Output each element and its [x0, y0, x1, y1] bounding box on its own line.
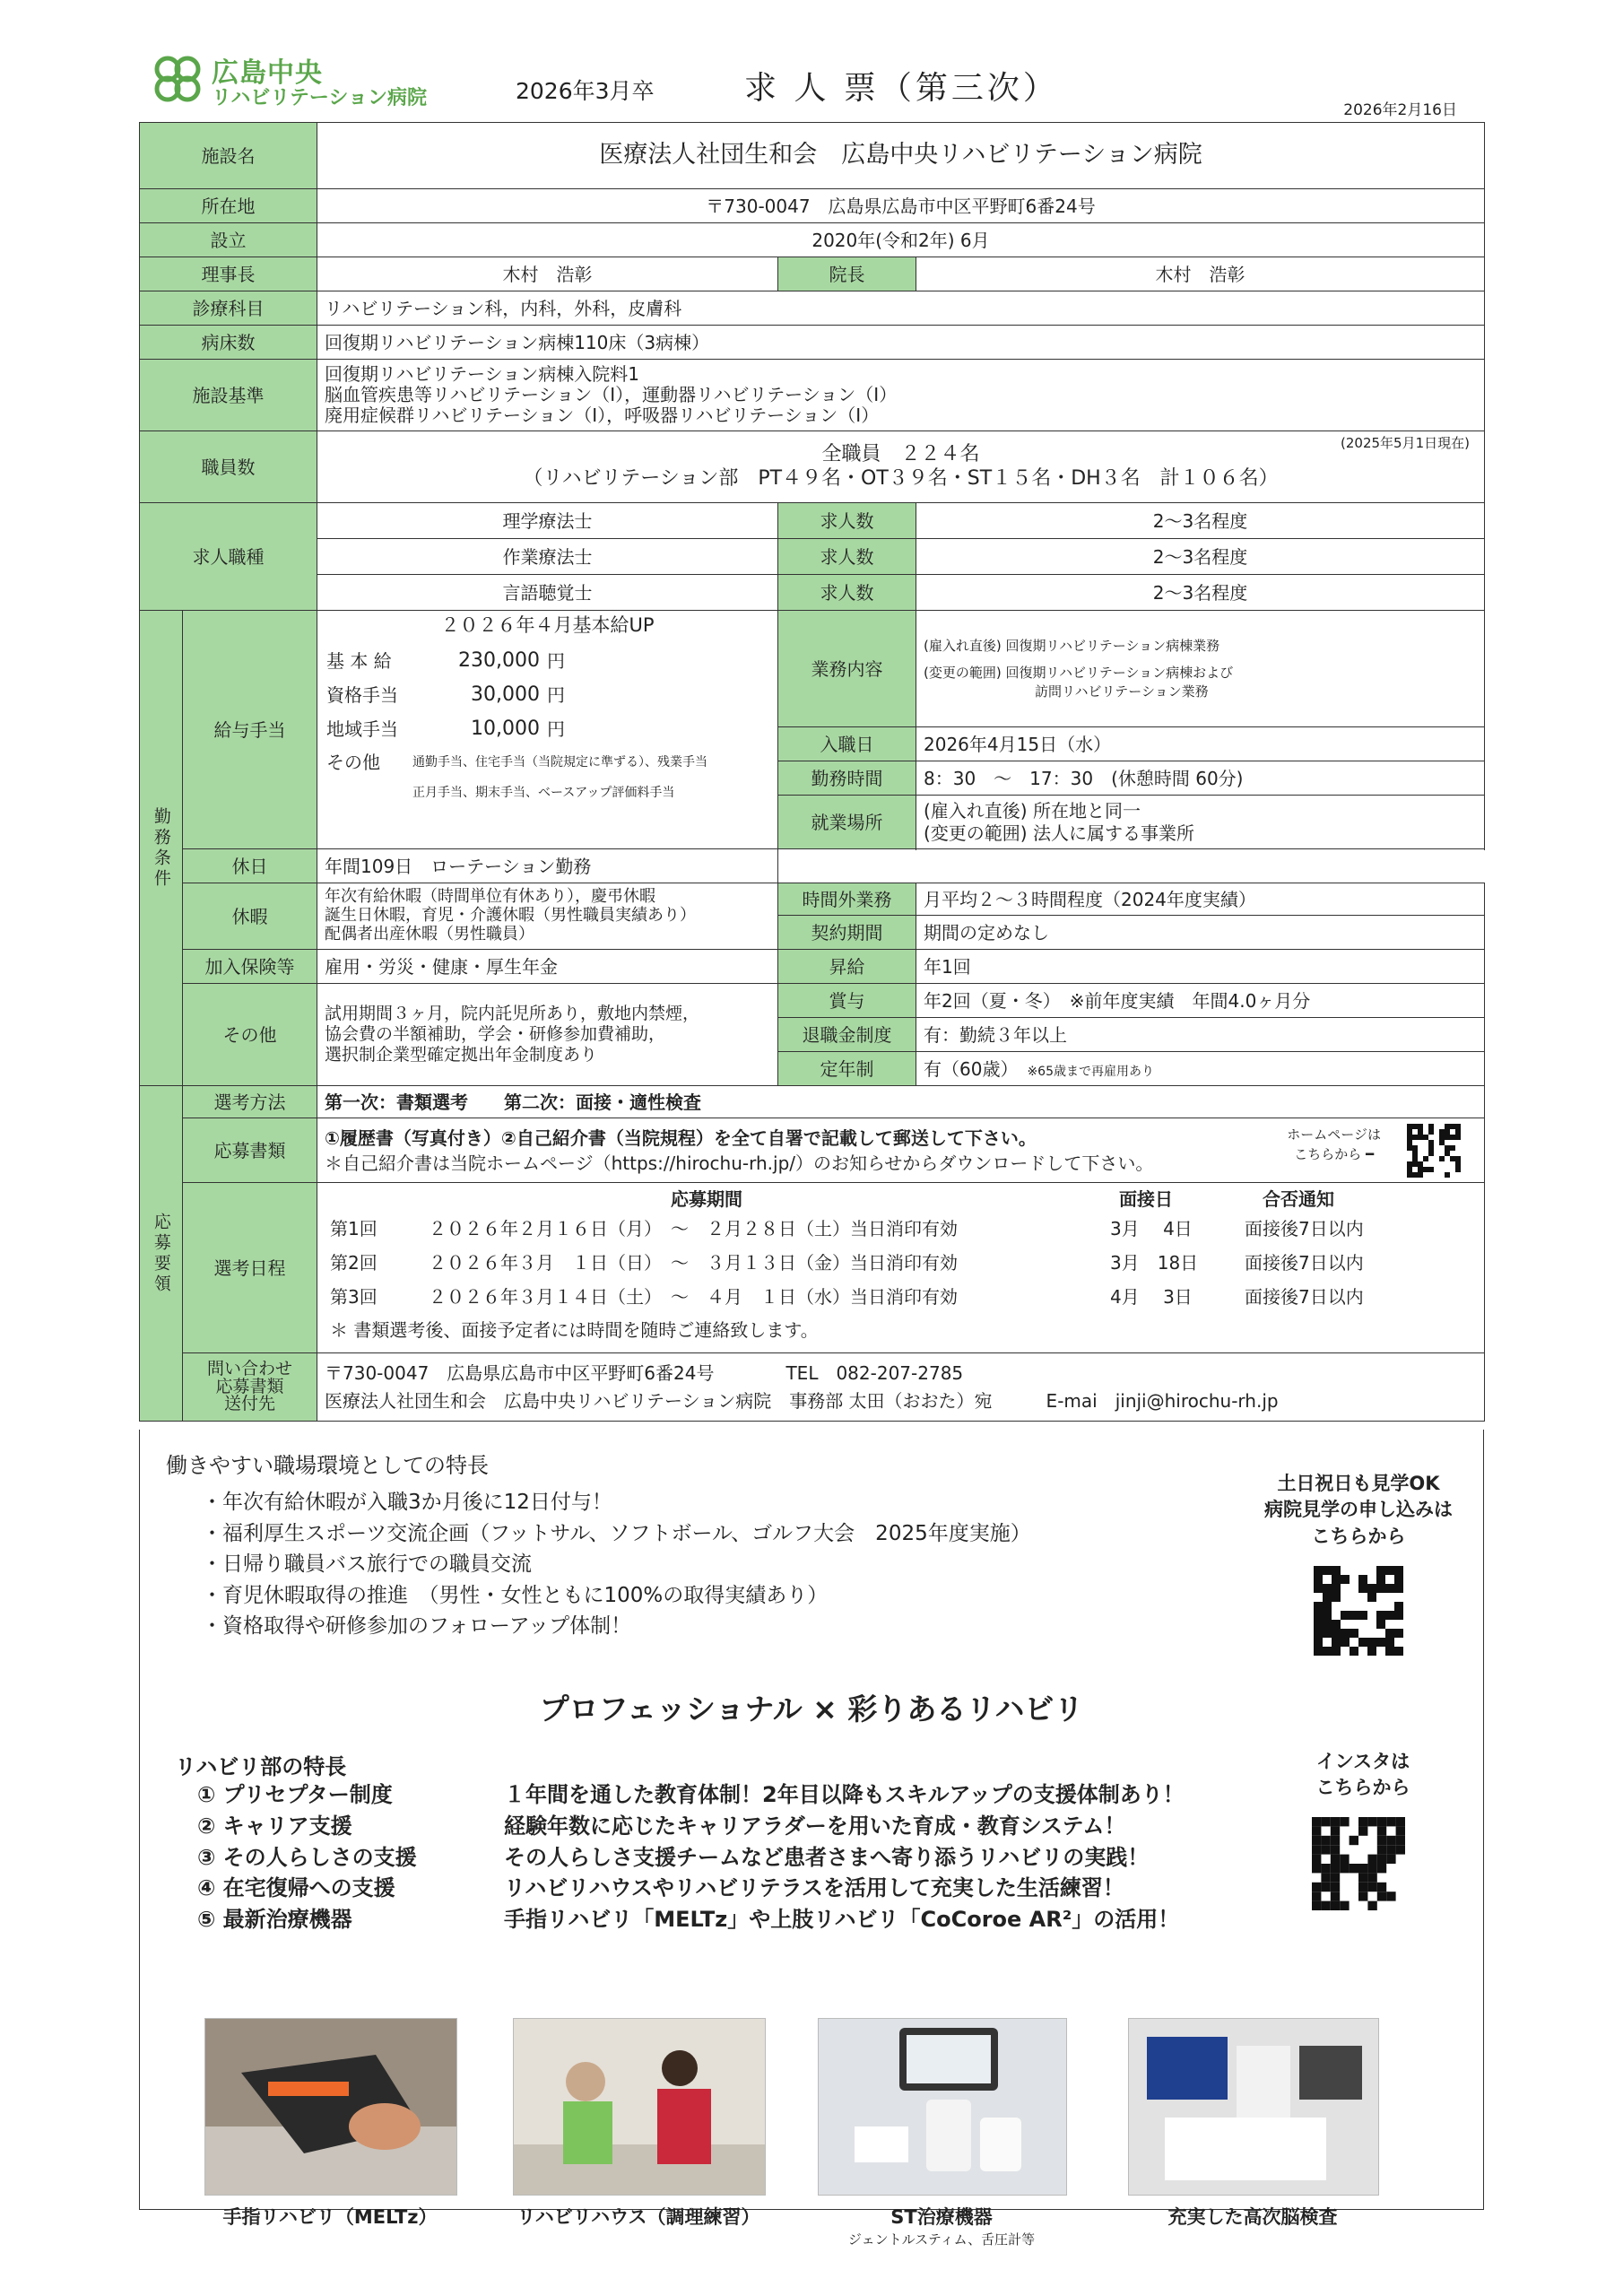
- round-interview: 3月 4日: [1110, 1218, 1193, 1239]
- round-name: 第3回: [330, 1286, 378, 1308]
- address: 〒730-0047 広島県広島市中区平野町6番24号: [317, 189, 1485, 223]
- salary-unit: 円: [547, 650, 565, 673]
- director-name: 木村 浩彰: [916, 257, 1485, 291]
- round-result: 面接後7日以内: [1245, 1286, 1364, 1308]
- documents-label: 応募書類: [183, 1118, 317, 1183]
- salary-item-name: 資格手当: [326, 684, 398, 707]
- retirement-pay-label: 退職金制度: [778, 1018, 916, 1052]
- contact-label: 送付先: [223, 1394, 275, 1414]
- selection-method: 第一次：書類選考 第二次：面接・適性検査: [317, 1086, 1485, 1118]
- staff-label: 職員数: [140, 431, 317, 503]
- leave-label: 休暇: [183, 883, 317, 950]
- interview-header: 面接日: [1119, 1188, 1173, 1210]
- photo-caption: リハビリハウス（調理練習）: [516, 2206, 760, 2228]
- job-count-label: 求人数: [778, 539, 916, 575]
- job-name: 言語聴覚士: [317, 575, 778, 611]
- other-item: 選択制企業型確定拠出年金制度あり: [325, 1044, 598, 1065]
- round-period: ２０２６年３月 １日（日） 〜 ３月１３日（金）当日消印有効: [429, 1252, 958, 1274]
- photo-caption: 手指リハビリ（MELTz）: [222, 2206, 438, 2228]
- features-list: [202, 1487, 1031, 1642]
- other-item: 協会費の半額補助，学会・研修参加費補助，: [325, 1024, 666, 1045]
- rehab-feature-name: ④ 在宅復帰への支援: [197, 1875, 395, 1901]
- meltz-photo: [204, 2018, 457, 2196]
- chair-name: 木村 浩彰: [317, 257, 778, 291]
- result-header: 合否通知: [1263, 1188, 1334, 1210]
- rehab-feature-desc: 手指リハビリ「MELTz」や上肢リハビリ「CoCoroe AR²」の活用！: [504, 1907, 1180, 1933]
- raise-label: 昇給: [778, 950, 916, 984]
- job-count: 2〜3名程度: [916, 575, 1485, 611]
- bonus-label: 賞与: [778, 984, 916, 1018]
- work-section-label: 勤務条件: [151, 806, 171, 890]
- holiday-label: 休日: [183, 849, 317, 883]
- feature-item: ・育児休暇取得の推進 （男性・女性ともに100%の取得実績あり）: [202, 1583, 829, 1607]
- job-posting-table: [139, 122, 1485, 1422]
- feature-item: ・年次有給休暇が入職3か月後に12日付与！: [202, 1491, 612, 1514]
- insta-note: こちらから: [1315, 1777, 1410, 1799]
- feature-item: ・福利厚生スポーツ交流企画（フットサル、ソフトボール、ゴルフ大会 2025年度実施）: [202, 1521, 1031, 1545]
- publish-date: 2026年2月16日: [1343, 101, 1457, 119]
- rehab-feature-desc: １年間を通した教育体制！2年目以降もスキルアップの支援体制あり！: [504, 1782, 1185, 1807]
- round-period: ２０２６年３月１４日（土） 〜 ４月 １日（水）当日消印有効: [429, 1286, 958, 1308]
- logo-text-line1: 広島中央: [212, 57, 323, 89]
- round-result: 面接後7日以内: [1245, 1218, 1364, 1239]
- round-name: 第1回: [330, 1218, 378, 1239]
- beds: 回復期リハビリテーション病棟110床（3病棟）: [317, 326, 1485, 360]
- founded: 2020年(令和2年) 6月: [317, 223, 1485, 257]
- leave-item: 配偶者出産休暇（男性職員）: [325, 924, 534, 944]
- departments: リハビリテーション科，内科，外科，皮膚科: [317, 291, 1485, 326]
- jobs-label: 求人職種: [140, 503, 317, 611]
- beds-label: 病床数: [140, 326, 317, 360]
- salary-title: ２０２６年４月基本給UP: [440, 614, 655, 636]
- overtime-label: 時間外業務: [778, 883, 916, 916]
- visit-qr-icon[interactable]: [1309, 1566, 1408, 1656]
- other-allowance-1: 通勤手当、住宅手当（当院規定に準ずる）、残業手当: [412, 754, 707, 770]
- rehab-feature-desc: 経験年数に応じたキャリアラダーを用いた育成・教育システム！: [504, 1813, 1126, 1839]
- logo-icon: [152, 54, 203, 104]
- homepage-qr-icon[interactable]: [1400, 1124, 1468, 1178]
- rehab-title: リハビリ部の特長: [175, 1754, 347, 1779]
- visit-note: 病院見学の申し込みは: [1264, 1499, 1453, 1521]
- documents-note: ＊自己紹介書は当院ホームページ（https://hirochu-rh.jp/）のお知らせからダウンロードして下さい。: [325, 1152, 1154, 1174]
- duties-label: 業務内容: [778, 611, 916, 727]
- other-allowance-label: その他: [326, 752, 380, 774]
- salary-amount: 30,000: [471, 683, 540, 706]
- instagram-qr-icon[interactable]: [1309, 1817, 1408, 1910]
- salary-amount: 230,000: [458, 648, 540, 672]
- facility-name: 医療法人社団生和会 広島中央リハビリテーション病院: [317, 123, 1485, 189]
- retirement-age-label: 定年制: [778, 1052, 916, 1086]
- visit-note: 土日祝日も見学OK: [1277, 1473, 1440, 1494]
- job-count: 2〜3名程度: [916, 503, 1485, 539]
- other-allowance-2: 正月手当、期末手当、ベースアップ評価料手当: [412, 786, 675, 801]
- contact-label: 問い合わせ: [206, 1358, 292, 1378]
- work-hours: 8：30 〜 17：30 (休憩時間 60分): [916, 761, 1485, 796]
- salary-amount: 10,000: [471, 717, 540, 740]
- leave-item: 年次有給休暇（時間単位有休あり），慶弔休暇: [325, 887, 655, 907]
- duties-line: (変更の範囲) 回復期リハビリテーション病棟および: [924, 665, 1234, 682]
- slogan: プロフェッショナル × 彩りあるリハビリ: [539, 1692, 1084, 1726]
- holidays: 年間109日 ローテーション勤務: [317, 849, 778, 883]
- salary-label: 給与手当: [183, 611, 317, 849]
- director-label: 院長: [778, 257, 916, 291]
- workplace-line: (変更の範囲) 法人に属する事業所: [924, 822, 1194, 844]
- apply-section-label: 応募要領: [151, 1212, 171, 1295]
- schedule-label: 選考日程: [183, 1183, 317, 1353]
- photo-caption: 充実した高次脳検査: [1167, 2206, 1338, 2228]
- cognitive-test-photo: [1128, 2018, 1379, 2196]
- round-row: [330, 1280, 1471, 1314]
- duties-line: (雇入れ直後) 回復期リハビリテーション病棟業務: [924, 638, 1220, 655]
- rehab-feature-descs: [504, 1779, 1185, 1935]
- homepage-note: ホームページは: [1287, 1126, 1381, 1143]
- method-label: 選考方法: [183, 1086, 317, 1118]
- rehab-feature-name: ③ その人らしさの支援: [197, 1844, 417, 1870]
- rehab-feature-name: ⑤ 最新治療機器: [197, 1907, 352, 1933]
- other-item: 試用期間３ヶ月，院内託児所あり，敷地内禁煙，: [325, 1004, 700, 1024]
- chair-label: 理事長: [140, 257, 317, 291]
- graduation-year: 2026年3月卒: [516, 78, 655, 104]
- round-result: 面接後7日以内: [1245, 1252, 1364, 1274]
- insta-note: インスタは: [1315, 1751, 1410, 1772]
- round-row: [330, 1212, 1471, 1246]
- other-label: その他: [183, 984, 317, 1086]
- hours-label: 勤務時間: [778, 761, 916, 796]
- st-device-photo: [818, 2018, 1067, 2196]
- rehab-feature-name: ① プリセプター制度: [197, 1782, 393, 1807]
- address-label: 所在地: [140, 189, 317, 223]
- page-title: 求 人 票（第三次）: [744, 70, 1059, 107]
- retirement-pay: 有：勤続３年以上: [916, 1018, 1485, 1052]
- contact-address: 〒730-0047 広島県広島市中区平野町6番24号 TEL 082-207-2785: [325, 1361, 964, 1384]
- duties-line: 訪問リハビリテーション業務: [1035, 683, 1209, 700]
- standard-item: 廃用症候群リハビリテーション（Ⅰ），呼吸器リハビリテーション（Ⅰ）: [325, 404, 880, 426]
- staff-date-note: (2025年5月1日現在): [1341, 435, 1470, 451]
- facility-name-label: 施設名: [140, 123, 317, 189]
- standard-item: 脳血管疾患等リハビリテーション（Ⅰ），運動器リハビリテーション（Ⅰ）: [325, 384, 898, 405]
- contact-recipient: 医療法人社団生和会 広島中央リハビリテーション病院 事務部 太田（おおた）宛 E-mai jinji@hirochu-rh.jp: [325, 1389, 1279, 1412]
- contract: 期間の定めなし: [916, 916, 1485, 950]
- rehab-feature-name: ② キャリア支援: [197, 1813, 352, 1839]
- staff-total: 全職員 ２２４名: [821, 443, 980, 466]
- salary-item-name: 地域手当: [326, 718, 398, 741]
- start-date: 2026年4月15日（水）: [916, 727, 1485, 761]
- standard-item: 回復期リハビリテーション病棟入院料1: [325, 363, 639, 385]
- standards-label: 施設基準: [140, 360, 317, 431]
- period-header: 応募期間: [671, 1188, 742, 1210]
- homepage-note: こちらから ━: [1294, 1145, 1375, 1162]
- photo-caption: ST治療機器: [890, 2206, 993, 2228]
- schedule-note: ＊ 書類選考後、面接予定者には時間を随時ご連絡致します。: [330, 1319, 819, 1341]
- feature-item: ・日帰り職員バス旅行での職員交流: [202, 1552, 532, 1576]
- workplace-line: (雇入れ直後) 所在地と同一: [924, 799, 1141, 822]
- job-count-label: 求人数: [778, 575, 916, 611]
- leave-item: 誕生日休暇，育児・介護休暇（男性職員実績あり）: [325, 906, 696, 926]
- retirement-age: 有（60歳）: [924, 1057, 1010, 1080]
- bonus: 年2回（夏・冬） ※前年度実績 年間4.0ヶ月分: [916, 984, 1485, 1018]
- contact-label: 応募書類: [215, 1376, 284, 1396]
- round-interview: 3月 18日: [1110, 1252, 1199, 1274]
- job-name: 理学療法士: [317, 503, 778, 539]
- round-interview: 4月 3日: [1110, 1286, 1193, 1308]
- rehab-house-photo: [513, 2018, 766, 2196]
- features-title: 働きやすい職場環境としての特長: [166, 1453, 489, 1478]
- salary-unit: 円: [547, 684, 565, 707]
- insurance: 雇用・労災・健康・厚生年金: [317, 950, 778, 984]
- round-period: ２０２６年２月１６日（月） 〜 ２月２８日（土）当日消印有効: [429, 1218, 958, 1239]
- visit-note: こちらから: [1311, 1525, 1406, 1547]
- insurance-label: 加入保険等: [183, 950, 317, 984]
- overtime: 月平均２〜３時間程度（2024年度実績）: [916, 883, 1485, 916]
- contract-label: 契約期間: [778, 916, 916, 950]
- salary-item-name: 基 本 給: [326, 650, 392, 673]
- job-name: 作業療法士: [317, 539, 778, 575]
- start-date-label: 入職日: [778, 727, 916, 761]
- job-count: 2〜3名程度: [916, 539, 1485, 575]
- logo-text-line2: リハビリテーション病院: [212, 87, 428, 109]
- founded-label: 設立: [140, 223, 317, 257]
- documents-line: ①履歴書（写真付き）②自己紹介書（当院規程）を全て自署で記載して郵送して下さい。: [325, 1126, 1037, 1149]
- feature-item: ・資格取得や研修参加のフォローアップ体制！: [202, 1614, 632, 1638]
- job-count-label: 求人数: [778, 503, 916, 539]
- raise: 年1回: [916, 950, 1485, 984]
- workplace-label: 就業場所: [778, 796, 916, 849]
- rehab-feature-desc: リハビリハウスやリハビリテラスを活用して充実した生活練習！: [504, 1875, 1124, 1901]
- rehab-feature-names: [197, 1779, 417, 1935]
- rehab-feature-desc: その人らしさ支援チームなど患者さまへ寄り添うリハビリの実践！: [504, 1844, 1150, 1870]
- photo-subcaption: ジェントルスティム、舌圧計等: [847, 2231, 1036, 2248]
- round-name: 第2回: [330, 1252, 378, 1274]
- round-row: [330, 1246, 1471, 1280]
- departments-label: 診療科目: [140, 291, 317, 326]
- retirement-age-note: ※65歳まで再雇用あり: [1027, 1064, 1154, 1079]
- salary-unit: 円: [547, 718, 565, 741]
- staff-detail: （リハビリテーション部 PT４９名・OT３９名・ST１５名・DH３名 計１０６名）: [523, 466, 1279, 490]
